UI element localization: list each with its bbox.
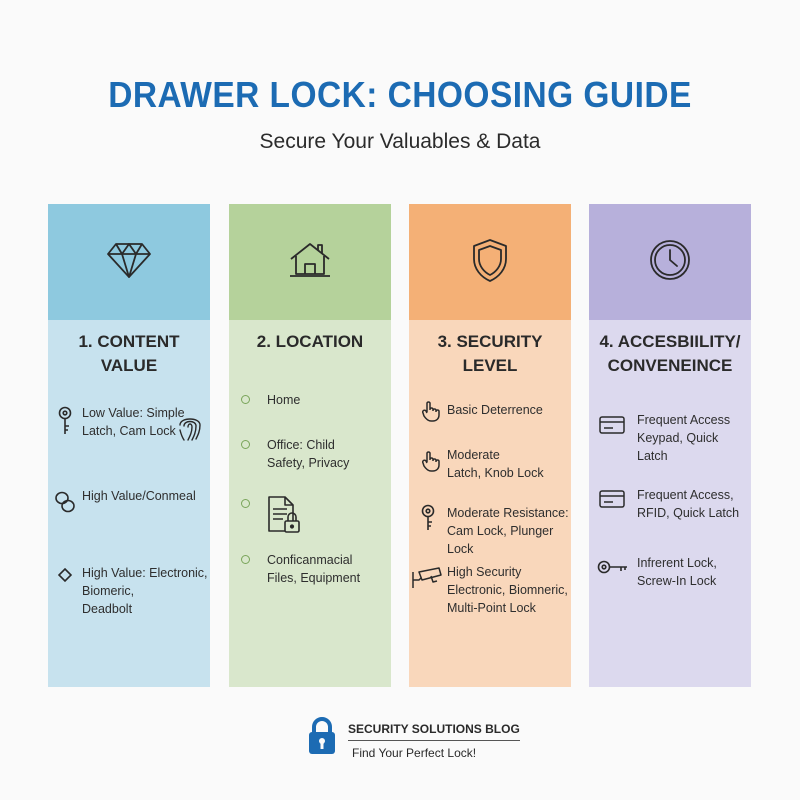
blog-tagline: Find Your Perfect Lock! — [352, 746, 477, 760]
column-title: 3. SECURITY LEVEL — [437, 332, 543, 375]
list-item: High Value/Conmeal — [82, 489, 196, 503]
list-item: Infrerent Lock, Screw-In Lock — [637, 556, 717, 588]
bullet-icon — [241, 555, 250, 564]
padlock-icon — [307, 717, 337, 760]
list-item: Conficanmacial Files, Equipment — [267, 553, 361, 585]
list-item: Home — [267, 393, 301, 407]
column-security-level — [409, 204, 571, 687]
column-body — [409, 320, 571, 687]
key-icon — [597, 560, 629, 579]
column-header — [589, 204, 751, 320]
key-icon — [58, 406, 72, 441]
card-icon — [599, 416, 625, 439]
column-content-value — [48, 204, 210, 687]
house-icon — [288, 240, 332, 285]
hand-pointer-icon — [421, 450, 441, 477]
bullet-icon — [241, 440, 250, 449]
column-title: 1. CONTENT VALUE — [78, 332, 180, 375]
security-camera-icon — [411, 566, 443, 597]
shield-icon — [470, 237, 510, 288]
list-item: Frequent Access, RFID, Quick Latch — [637, 488, 740, 520]
blog-name: SECURITY SOLUTIONS BLOG — [348, 722, 520, 741]
list-item: High Security Electronic, Biomneric, Multi-Point Lock — [447, 565, 568, 615]
column-accessibility — [589, 204, 751, 687]
list-item: Moderate Resistance: Cam Lock, Plunger Lock — [447, 506, 569, 556]
list-item: Basic Deterrence — [447, 403, 543, 417]
locked-document-icon — [265, 495, 303, 540]
list-item: Frequent Access Keypad, Quick Latch — [637, 413, 731, 463]
diamond-small-icon — [58, 568, 72, 587]
list-item: High Value: Electronic, Biomeric, Deadbolt — [82, 566, 208, 616]
card-icon — [599, 490, 625, 513]
clock-icon — [648, 238, 692, 287]
list-item: Moderate Latch, Knob Lock — [447, 448, 544, 480]
hand-pointer-icon — [421, 400, 441, 427]
column-header — [48, 204, 210, 320]
column-location — [229, 204, 391, 687]
column-body — [589, 320, 751, 687]
column-header — [409, 204, 571, 320]
link-icon — [54, 490, 76, 519]
column-body — [229, 320, 391, 687]
diamond-icon — [106, 240, 152, 285]
key-icon — [421, 504, 435, 537]
column-body — [48, 320, 210, 687]
list-item: Office: Child Safety, Privacy — [267, 438, 350, 470]
column-title: 4. ACCESBIILITY/ CONVENEINCE — [599, 332, 741, 375]
list-item: Low Value: Simple Latch, Cam Lock — [82, 406, 185, 438]
column-header — [229, 204, 391, 320]
page-title: DRAWER LOCK: CHOOSING GUIDE — [108, 74, 692, 115]
bullet-icon — [241, 395, 250, 404]
column-title: 2. LOCATION — [256, 332, 364, 351]
bullet-icon — [241, 499, 250, 508]
page-subtitle: Secure Your Valuables & Data — [259, 130, 541, 153]
fingerprint-icon — [176, 413, 204, 448]
